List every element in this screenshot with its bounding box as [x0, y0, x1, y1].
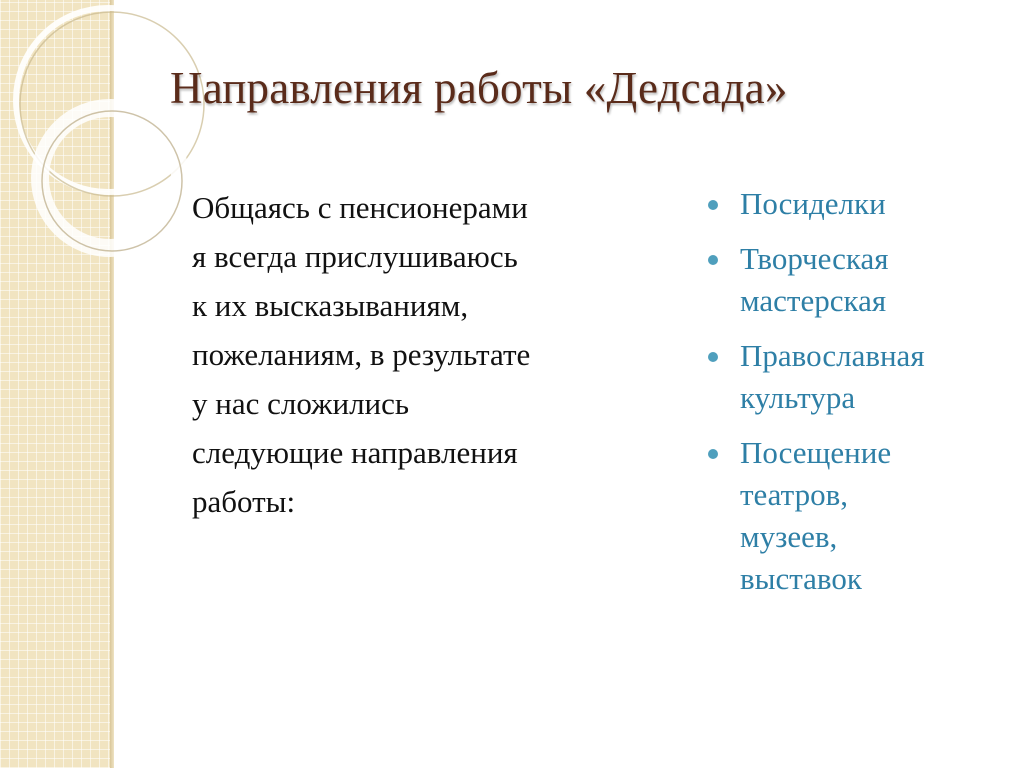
bullet-dot-icon [708, 352, 718, 362]
list-item-orthodox-culture [706, 335, 1006, 419]
intro-line: пожеланиям, в результате [192, 337, 531, 372]
intro-line: работы: [192, 484, 296, 519]
intro-line: я всегда прислушиваюсь [192, 239, 518, 274]
directions-list [706, 183, 1006, 613]
intro-paragraph [192, 183, 652, 526]
list-item-label: культура [740, 380, 856, 415]
list-item-gatherings [706, 183, 1006, 225]
bullet-dot-icon [708, 449, 718, 459]
intro-line: Общаясь с пенсионерами [192, 190, 528, 225]
list-item-label: театров, [740, 477, 848, 512]
list-item-label: Православная [740, 338, 925, 373]
bullet-dot-icon [708, 255, 718, 265]
list-item-label: выставок [740, 561, 862, 596]
decorative-circles-icon [0, 0, 200, 260]
list-item-creative-workshop [706, 238, 1006, 322]
intro-line: к их высказываниям, [192, 288, 469, 323]
list-item-label: Посещение [740, 435, 892, 470]
intro-line: следующие направления [192, 435, 518, 470]
bullet-dot-icon [708, 200, 718, 210]
list-item-label: музеев, [740, 519, 838, 554]
slide-title: Направления работы «Дедсада» [170, 63, 788, 113]
list-item-label: Посиделки [740, 186, 886, 221]
list-item-label: Творческая [740, 241, 889, 276]
list-item-label: мастерская [740, 283, 887, 318]
intro-line: у нас сложились [192, 386, 410, 421]
list-item-visits [706, 432, 1006, 600]
